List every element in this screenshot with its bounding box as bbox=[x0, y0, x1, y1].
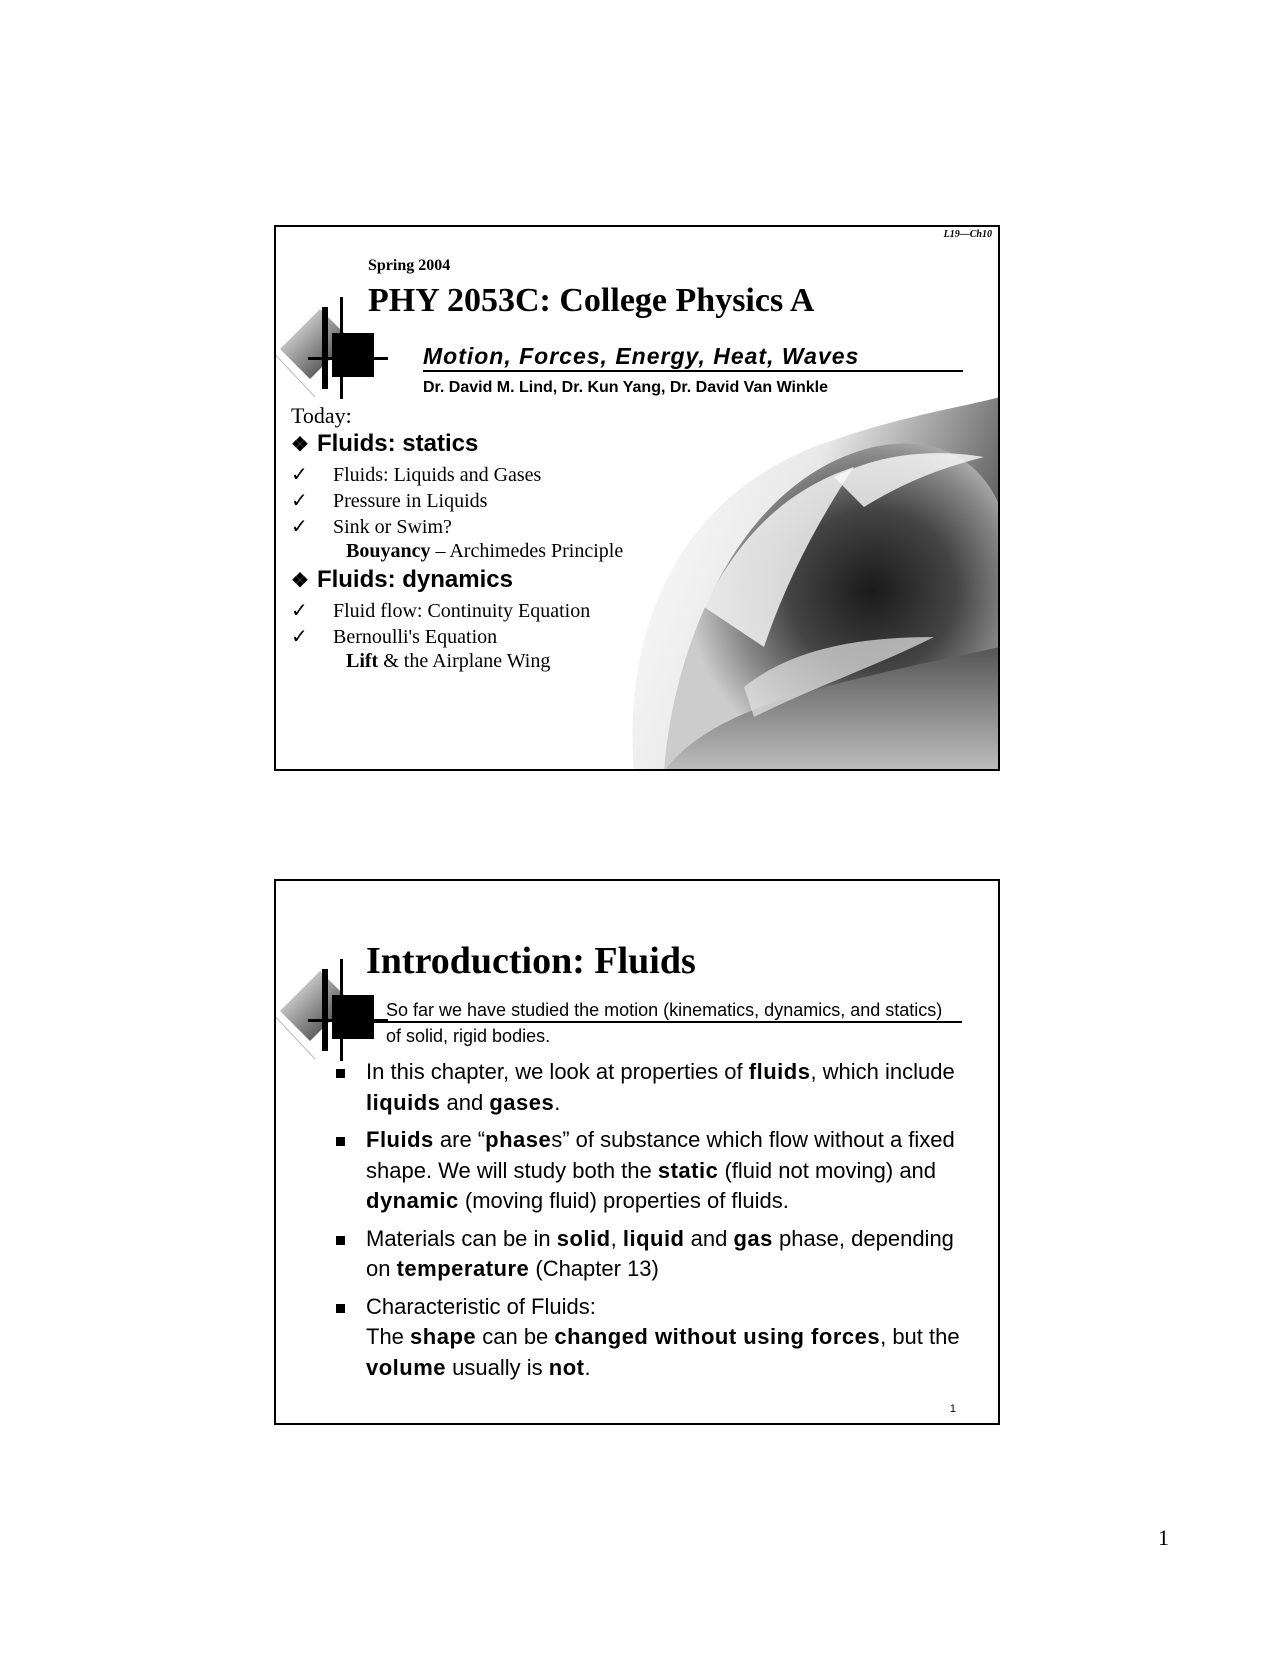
bullet-text: , but the bbox=[880, 1324, 960, 1349]
bullet-text: phase, depending on bbox=[366, 1225, 954, 1281]
bullet-text: and bbox=[684, 1225, 734, 1251]
diamond-bullet-icon: ❖ bbox=[291, 434, 309, 456]
bullet-text: , bbox=[610, 1225, 623, 1251]
square-bullet-icon bbox=[336, 1236, 345, 1245]
title-rule bbox=[423, 370, 963, 372]
bullet-text: s” of substance which flow without a fixed shape. We will study both the bbox=[366, 1127, 955, 1183]
bold-term: shape bbox=[410, 1324, 477, 1349]
list-item: ✓ Bernoulli's Equation bbox=[291, 626, 498, 648]
bullet-text: (Chapter 13) bbox=[529, 1256, 659, 1281]
bullet-text: , which include bbox=[810, 1059, 955, 1084]
bold-term: volume bbox=[366, 1354, 447, 1380]
slide-1 bbox=[274, 225, 1000, 771]
course-subtitle: Motion, Forces, Energy, Heat, Waves bbox=[423, 343, 860, 369]
checkmark-icon: ✓ bbox=[291, 626, 308, 648]
list-item: ✓ Fluids: Liquids and Gases bbox=[291, 464, 542, 486]
bullet-item bbox=[330, 1125, 980, 1217]
bullet-text: can be bbox=[476, 1324, 555, 1349]
authors: Dr. David M. Lind, Dr. Kun Yang, Dr. David Van Winkle bbox=[423, 379, 828, 396]
bold-term: phase bbox=[485, 1127, 552, 1152]
list-subitem: Bouyancy – Archimedes Principle bbox=[346, 540, 624, 562]
bold-term: dynamic bbox=[366, 1188, 459, 1213]
bold-term: Fluids bbox=[366, 1127, 434, 1152]
bold-term: solid bbox=[556, 1225, 611, 1251]
lecture-code: L19—Ch10 bbox=[943, 229, 992, 240]
bullet-item bbox=[330, 1292, 980, 1384]
section-heading: ❖ Fluids: statics bbox=[291, 430, 479, 457]
checkmark-icon: ✓ bbox=[291, 490, 308, 512]
bold-term: temperature bbox=[396, 1256, 530, 1281]
bullet-item bbox=[330, 1057, 980, 1118]
bullet-text: Materials can be in bbox=[366, 1225, 557, 1251]
square-bullet-icon bbox=[336, 1069, 345, 1078]
bullet-text: . bbox=[554, 1089, 561, 1115]
bullet-item bbox=[330, 1224, 980, 1285]
bullet-list bbox=[330, 1057, 980, 1390]
today-label: Today: bbox=[291, 403, 352, 428]
intro-text: So far we have studied the motion (kinematics, dynamics, and statics) of solid, rigid bodies. bbox=[386, 1000, 943, 1046]
bold-term: fluids bbox=[748, 1059, 811, 1084]
bullet-text: usually is bbox=[446, 1354, 549, 1380]
bullet-text: In this chapter, we look at properties of bbox=[366, 1059, 749, 1084]
bullet-text: and bbox=[440, 1089, 490, 1115]
slide-number: 1 bbox=[949, 1403, 956, 1415]
ocean-wave-image bbox=[514, 387, 1000, 771]
square-bullet-icon bbox=[336, 1137, 345, 1146]
diamond-bullet-icon: ❖ bbox=[291, 570, 309, 592]
list-item: ✓ Sink or Swim? bbox=[291, 516, 452, 538]
course-title: PHY 2053C: College Physics A bbox=[368, 282, 815, 319]
bold-term: gas bbox=[733, 1225, 773, 1251]
bold-term: gases bbox=[489, 1089, 555, 1115]
bold-term: static bbox=[657, 1157, 719, 1183]
slide-title: Introduction: Fluids bbox=[366, 940, 696, 982]
checkmark-icon: ✓ bbox=[291, 600, 308, 622]
list-subitem: Lift & the Airplane Wing bbox=[346, 650, 551, 672]
bold-term: not bbox=[548, 1354, 585, 1380]
slide-2 bbox=[274, 879, 1000, 1425]
bullet-text: . bbox=[584, 1354, 591, 1380]
bullet-text: are “ bbox=[433, 1127, 486, 1152]
section-heading: ❖ Fluids: dynamics bbox=[291, 566, 513, 593]
list-item: ✓ Pressure in Liquids bbox=[291, 490, 488, 512]
bullet-text: Characteristic of Fluids: bbox=[366, 1293, 596, 1319]
bold-term: liquid bbox=[622, 1225, 685, 1251]
bullet-text: The bbox=[366, 1324, 411, 1349]
page-number: 1 bbox=[1158, 1525, 1169, 1550]
checkmark-icon: ✓ bbox=[291, 464, 308, 486]
bullet-text: (moving fluid) properties of fluids. bbox=[458, 1188, 789, 1213]
bold-term: liquids bbox=[366, 1089, 441, 1115]
checkmark-icon: ✓ bbox=[291, 516, 308, 538]
list-item: ✓ Fluid flow: Continuity Equation bbox=[291, 600, 591, 622]
bold-term: changed without using forces bbox=[554, 1324, 881, 1349]
bullet-text: (fluid not moving) and bbox=[718, 1157, 937, 1183]
square-bullet-icon bbox=[336, 1304, 345, 1313]
term-label: Spring 2004 bbox=[368, 257, 451, 274]
